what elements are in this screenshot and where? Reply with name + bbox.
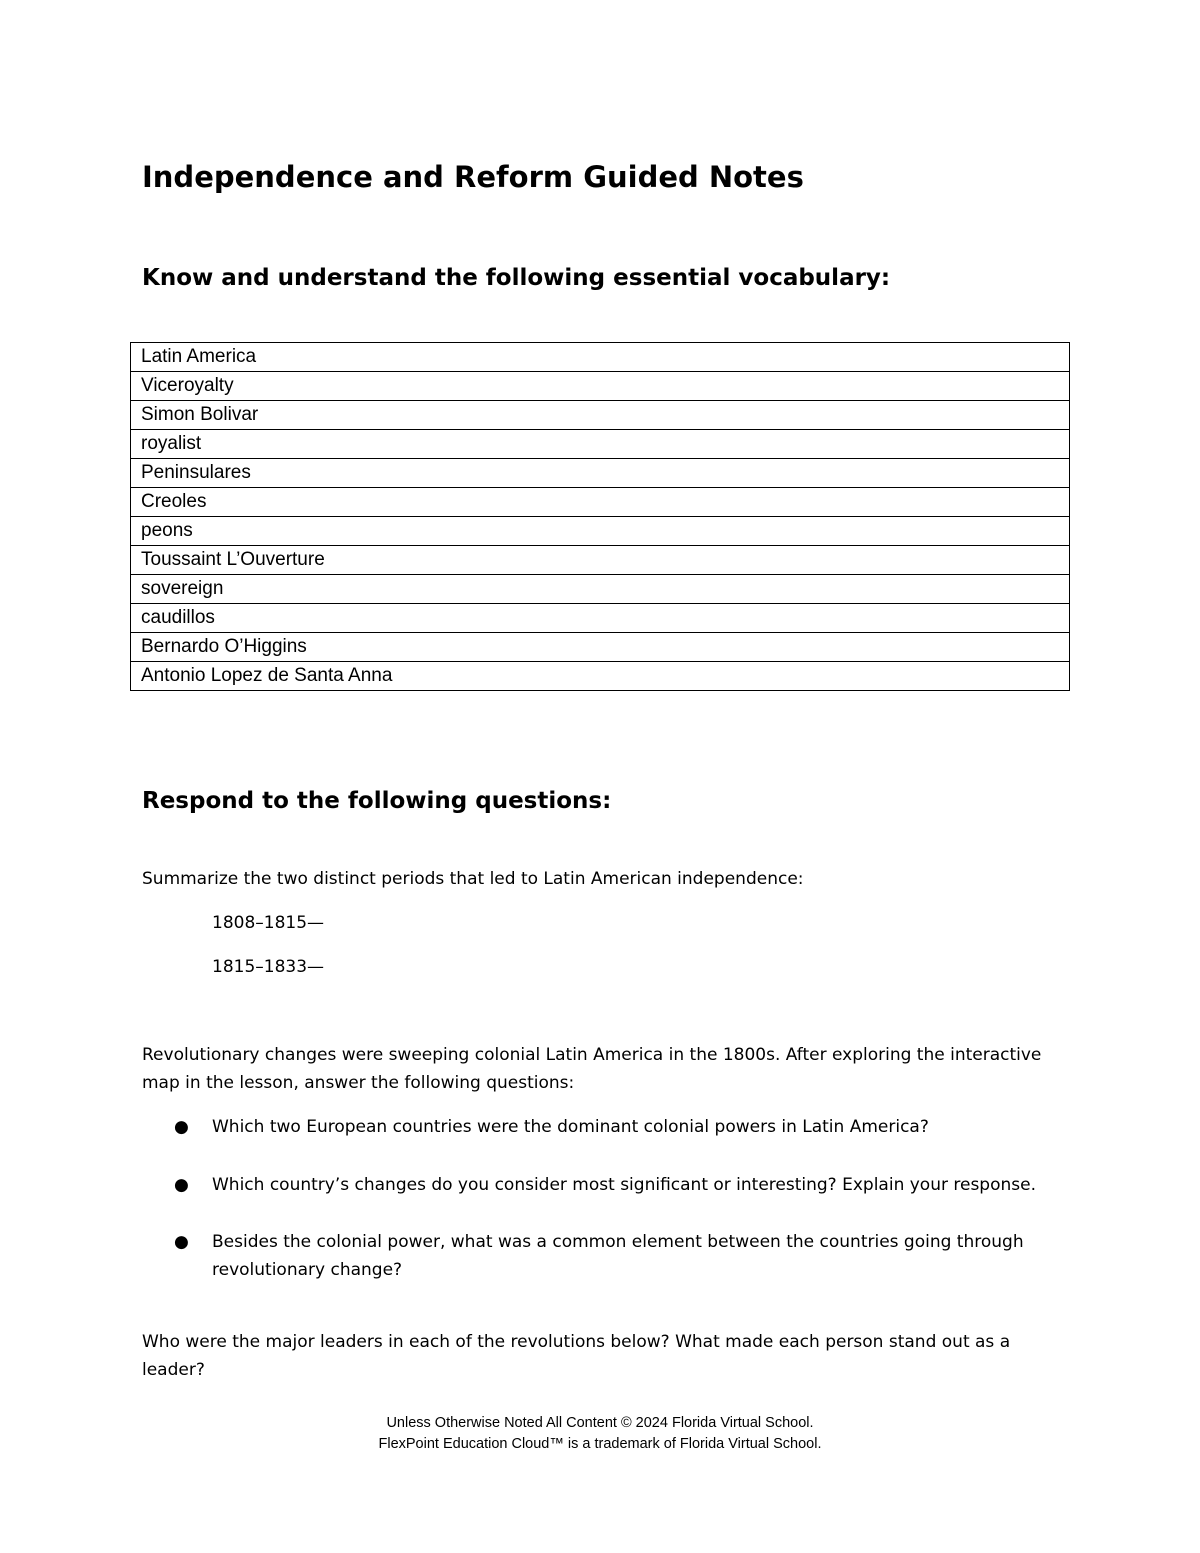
table-row [131,662,1070,691]
leaders-prompt: Who were the major leaders in each of the revolutions below? What made each person stand out as a leader? [142,1332,1011,1380]
revolutionary-intro: Revolutionary changes were sweeping colonial Latin America in the 1800s. After exploring the interactive map in the lesson, answer the following questions: [142,1045,1042,1093]
vocab-term: sovereign [131,575,1070,604]
vocab-term: caudillos [131,604,1070,633]
footer-trademark: FlexPoint Education Cloud™ is a trademark of Florida Virtual School. [378,1436,822,1452]
table-row [131,430,1070,459]
table-row [131,343,1070,372]
vocab-term: Simon Bolivar [131,401,1070,430]
period-1815-1833: 1815–1833— [212,957,325,977]
vocab-term: Latin America [131,343,1070,372]
bullet-icon: ● [174,1175,189,1195]
table-row [131,459,1070,488]
vocab-term: peons [131,517,1070,546]
bullet-text: Which two European countries were the dominant colonial powers in Latin America? [212,1117,929,1137]
table-row [131,604,1070,633]
summarize-prompt: Summarize the two distinct periods that led to Latin American independence: [142,869,804,889]
bullet-text: Which country’s changes do you consider most significant or interesting? Explain your response. [212,1175,1036,1195]
vocab-term: Bernardo O’Higgins [131,633,1070,662]
bullet-icon: ● [174,1117,189,1137]
vocab-term: Peninsulares [131,459,1070,488]
table-row [131,633,1070,662]
footer-copyright: Unless Otherwise Noted All Content © 2024 Florida Virtual School. [386,1415,814,1431]
vocab-term: Antonio Lopez de Santa Anna [131,662,1070,691]
vocab-term: Creoles [131,488,1070,517]
vocab-term: Viceroyalty [131,372,1070,401]
period-1808-1815: 1808–1815— [212,913,325,933]
table-row [131,488,1070,517]
page-title: Independence and Reform Guided Notes [142,160,804,194]
table-row [131,401,1070,430]
page-footer [0,1413,1200,1455]
vocabulary-table [130,342,1070,691]
table-row [131,546,1070,575]
bullet-text: Besides the colonial power, what was a common element between the countries going through revolutionary change? [212,1232,1024,1280]
vocab-term: Toussaint L’Ouverture [131,546,1070,575]
table-row [131,517,1070,546]
table-row [131,575,1070,604]
bullet-icon: ● [174,1232,189,1252]
table-row [131,372,1070,401]
questions-heading: Respond to the following questions: [142,788,612,814]
vocabulary-heading: Know and understand the following essential vocabulary: [142,265,891,291]
vocab-term: royalist [131,430,1070,459]
